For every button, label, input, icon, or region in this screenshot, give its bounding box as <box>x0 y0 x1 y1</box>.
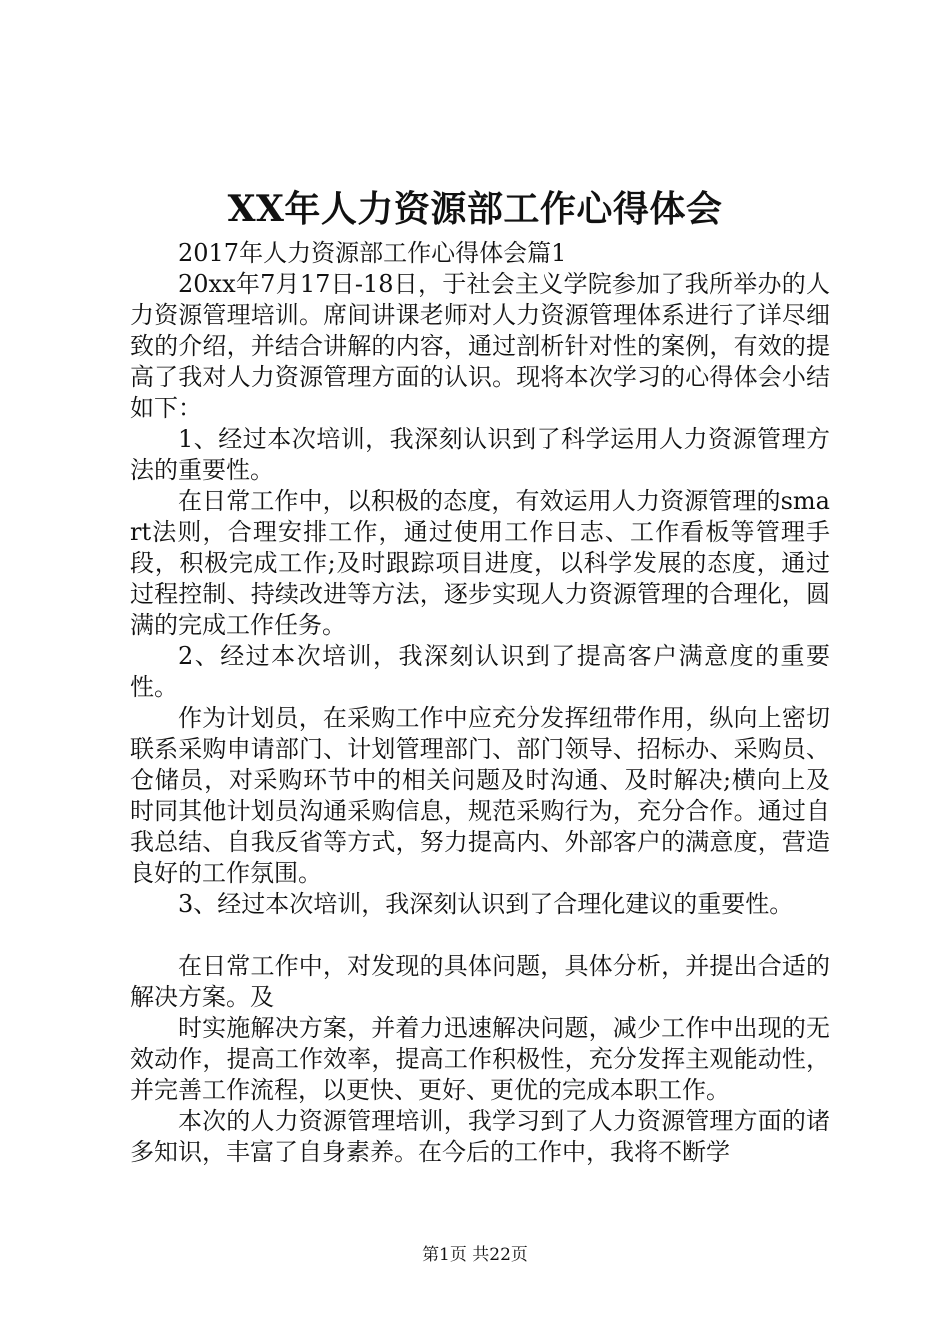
blank-line <box>130 920 830 951</box>
paragraph-intro: 20xx年7月17日-18日，于社会主义学院参加了我所举办的人力资源管理培训。席间讲课老师对人力资源管理体系进行了详尽细致的介绍，并结合讲解的内容，通过剖析针对性的案例，有效的提高了我对人力资源管理方面的认识。现将本次学习的心得体会小结如下： <box>130 270 830 422</box>
page-footer: 第1页 共22页 <box>422 1245 528 1265</box>
document-body <box>130 238 830 1168</box>
paragraph-point-3: 3、经过本次培训，我深刻认识到了合理化建议的重要性。 <box>178 890 794 918</box>
paragraph-conclusion: 本次的人力资源管理培训，我学习到了人力资源管理方面的诸多知识，丰富了自身素养。在今后的工作中，我将不断学 <box>130 1107 830 1166</box>
paragraph-point-3-continued: 时实施解决方案，并着力迅速解决问题，减少工作中出现的无效动作，提高工作效率，提高工作积极性，充分发挥主观能动性，并完善工作流程，以更快、更好、更优的完成本职工作。 <box>130 1014 830 1104</box>
paragraph-point-3-detail: 在日常工作中，对发现的具体问题，具体分析，并提出合适的解决方案。及 <box>130 952 830 1011</box>
paragraph-subtitle: 2017年人力资源部工作心得体会篇1 <box>178 239 567 267</box>
paragraph-point-1-detail: 在日常工作中，以积极的态度，有效运用人力资源管理的smart法则，合理安排工作，通过使用工作日志、工作看板等管理手段，积极完成工作;及时跟踪项目进度，以科学发展的态度，通过过程控制、持续改进等方法，逐步实现人力资源管理的合理化，圆满的完成工作任务。 <box>130 487 830 639</box>
document-title: XX年人力资源部工作心得体会 <box>227 188 723 230</box>
paragraph-point-2: 2、经过本次培训，我深刻认识到了提高客户满意度的重要性。 <box>130 642 830 701</box>
paragraph-point-2-detail: 作为计划员，在采购工作中应充分发挥纽带作用，纵向上密切联系采购申请部门、计划管理部门、部门领导、招标办、采购员、仓储员，对采购环节中的相关问题及时沟通、及时解决;横向上及时同其他计划员沟通采购信息，规范采购行为，充分合作。通过自我总结、自我反省等方式，努力提高内、外部客户的满意度，营造良好的工作氛围。 <box>130 704 830 887</box>
paragraph-point-1: 1、经过本次培训，我深刻认识到了科学运用人力资源管理方法的重要性。 <box>130 425 830 484</box>
